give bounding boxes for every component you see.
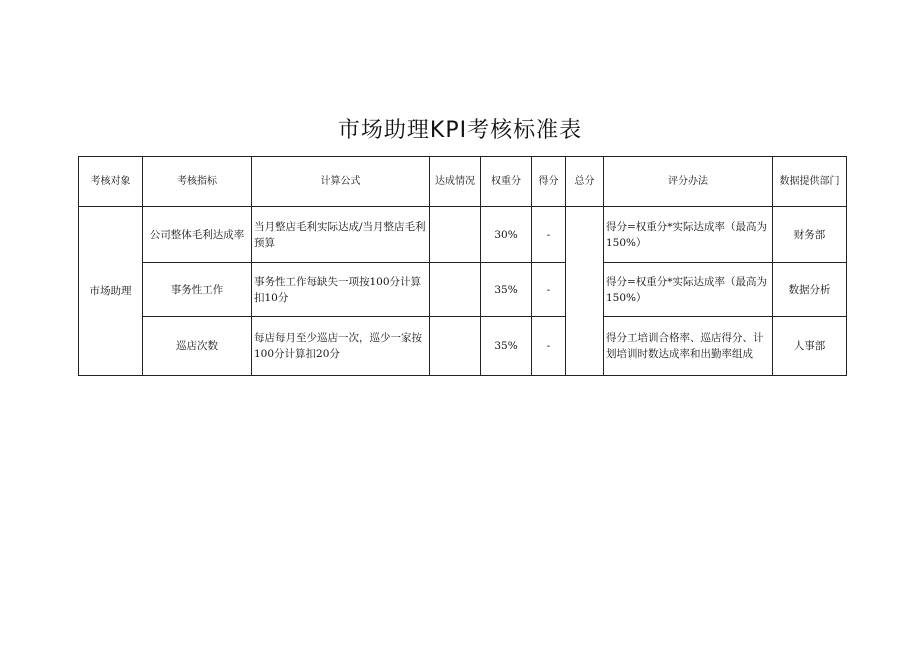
method-cell: 得分=权重分*实际达成率（最高为150%） [604,207,773,263]
kpi-table [78,156,847,376]
table-row [79,207,847,263]
score-cell: - [532,207,566,263]
header-row [79,157,847,207]
page-title: 市场助理KPI考核标准表 [337,118,583,143]
header-formula: 计算公式 [252,157,430,207]
header-target: 考核对象 [79,157,143,207]
formula-cell: 当月整店毛利实际达成/当月整店毛利预算 [252,207,430,263]
weight-cell: 30% [481,207,532,263]
header-achievement: 达成情况 [430,157,481,207]
total-cell [566,207,604,376]
header-score: 得分 [532,157,566,207]
indicator-cell: 巡店次数 [143,317,252,376]
score-cell: - [532,317,566,376]
table-row [79,317,847,376]
header-total: 总分 [566,157,604,207]
header-weight: 权重分 [481,157,532,207]
achievement-cell [430,207,481,263]
table-row [79,263,847,317]
formula-cell: 事务性工作每缺失一项按100分计算扣10分 [252,263,430,317]
method-cell: 得分工培训合格率、巡店得分、计划培训时数达成率和出勤率组成 [604,317,773,376]
achievement-cell [430,263,481,317]
weight-cell: 35% [481,263,532,317]
method-cell: 得分=权重分*实际达成率（最高为150%） [604,263,773,317]
score-cell: - [532,263,566,317]
achievement-cell [430,317,481,376]
dept-cell: 财务部 [773,207,847,263]
weight-cell: 35% [481,317,532,376]
target-cell: 市场助理 [79,207,143,376]
dept-cell: 数据分析 [773,263,847,317]
dept-cell: 人事部 [773,317,847,376]
indicator-cell: 公司整体毛利达成率 [143,207,252,263]
formula-cell: 每店每月至少巡店一次，巡少一家按100分计算扣20分 [252,317,430,376]
header-indicator: 考核指标 [143,157,252,207]
header-method: 评分办法 [604,157,773,207]
indicator-cell: 事务性工作 [143,263,252,317]
header-dept: 数据提供部门 [773,157,847,207]
